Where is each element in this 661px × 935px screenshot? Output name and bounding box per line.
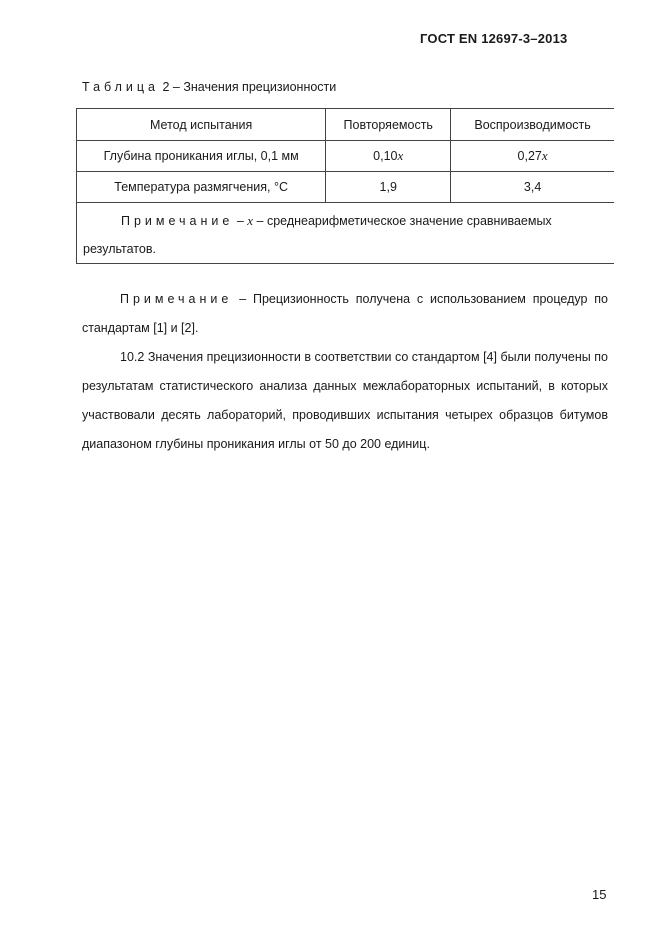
column-header-reproducibility: Воспроизводимость — [451, 109, 614, 141]
precision-table — [76, 108, 614, 264]
table-caption — [82, 80, 336, 94]
general-note-text: – Прецизионность получена с использованием процедур по стандартам [1] и [2]. — [82, 292, 608, 335]
reproducibility-value: 3,4 — [523, 180, 542, 194]
document-code: ГОСТ EN 12697-3–2013 — [420, 31, 568, 46]
table-note-dash: – — [233, 214, 248, 228]
method-cell: Глубина проникания иглы, 0,1 мм — [77, 141, 326, 172]
table-header-row — [77, 109, 615, 141]
repeatability-variable: x — [397, 148, 404, 163]
general-note-word: Примечание — [120, 292, 233, 306]
table-note-word: Примечание — [121, 214, 234, 228]
method-cell: Температура размягчения, °С — [77, 172, 326, 203]
section-10-2-paragraph — [82, 343, 608, 459]
table-note-text: – среднеарифметическое значение сравниваемых результатов. — [83, 214, 552, 256]
column-header-repeatability: Повторяемость — [326, 109, 451, 141]
table-note-row — [77, 203, 615, 264]
reproducibility-value: 0,27 — [517, 149, 542, 163]
repeatability-value: 0,10 — [373, 149, 398, 163]
table-note-variable: x — [247, 213, 254, 228]
page-number: 15 — [592, 887, 607, 902]
general-note — [82, 285, 608, 343]
reproducibility-cell — [451, 172, 614, 203]
table-note-cell — [77, 203, 615, 264]
repeatability-cell — [326, 172, 451, 203]
reproducibility-cell — [451, 141, 614, 172]
table-row — [77, 172, 615, 203]
table-caption-word: Таблица — [82, 80, 160, 94]
table-row — [77, 141, 615, 172]
column-header-method: Метод испытания — [77, 109, 326, 141]
repeatability-value: 1,9 — [379, 180, 397, 194]
repeatability-cell — [326, 141, 451, 172]
section-10-2-text: 10.2 Значения прецизионности в соответствии со стандартом [4] были получены по результатам статистического анализа данных межлабораторных испытаний, в которых участвовали десять лабораторий, проводивших испытания четырех образцов битумов диапазоном глубины проникания иглы от 50 до 200 единиц. — [82, 350, 608, 451]
table-caption-text: 2 – Значения прецизионности — [159, 80, 337, 94]
reproducibility-variable: x — [541, 148, 548, 163]
